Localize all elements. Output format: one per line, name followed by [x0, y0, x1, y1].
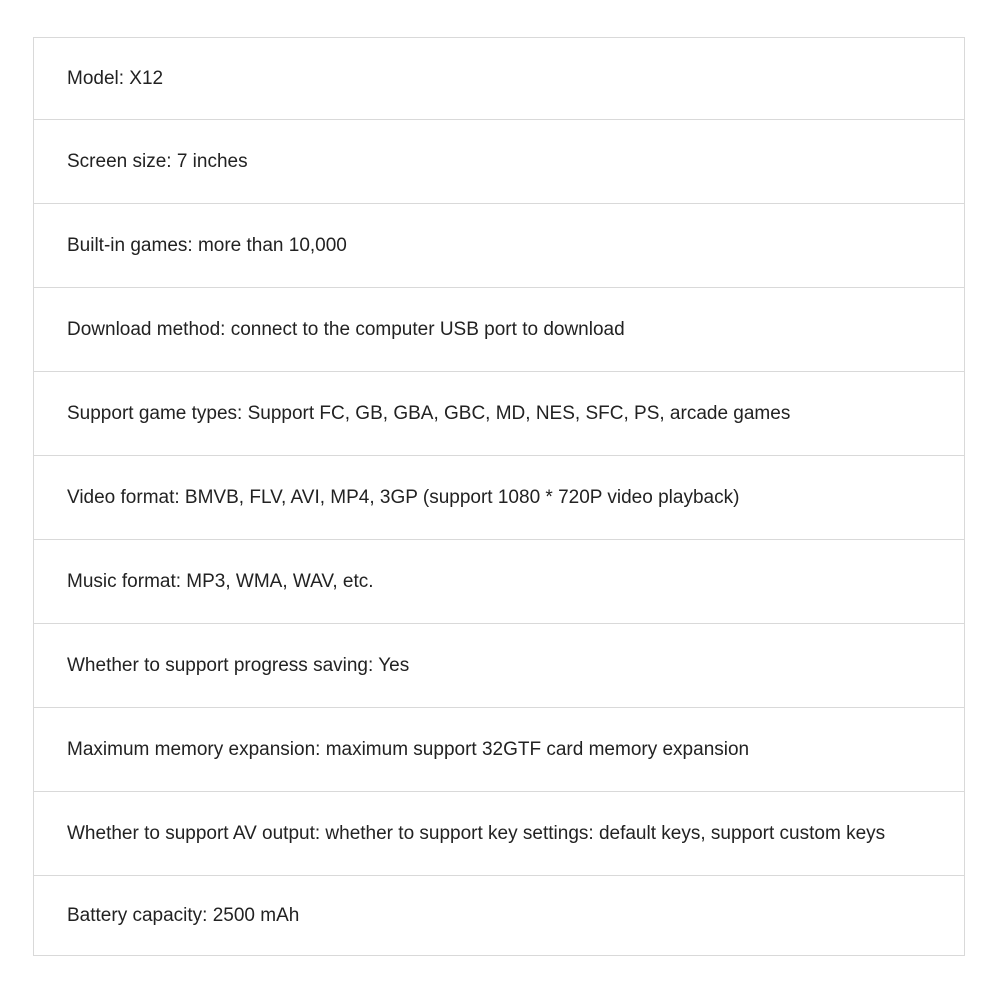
spec-table: [33, 37, 965, 956]
spec-text: Model: X12: [67, 67, 164, 89]
spec-row-memory-expansion: [34, 707, 964, 791]
spec-row-progress-saving: [34, 623, 964, 707]
spec-row-download-method: [34, 287, 964, 371]
spec-text: Download method: connect to the computer USB port to download: [67, 318, 625, 340]
spec-text: Support game types: Support FC, GB, GBA, GBC, MD, NES, SFC, PS, arcade games: [67, 402, 791, 424]
spec-row-battery-capacity: [34, 875, 964, 955]
spec-row-model: [34, 38, 964, 119]
spec-text: Maximum memory expansion: maximum support 32GTF card memory expansion: [67, 738, 750, 760]
spec-row-music-format: [34, 539, 964, 623]
spec-row-game-types: [34, 371, 964, 455]
spec-row-built-in-games: [34, 203, 964, 287]
spec-row-screen-size: [34, 119, 964, 203]
spec-text: Built-in games: more than 10,000: [67, 234, 347, 256]
spec-text: Whether to support AV output: whether to support key settings: default keys, support custom keys: [67, 822, 886, 844]
spec-text: Music format: MP3, WMA, WAV, etc.: [67, 570, 374, 592]
spec-row-av-output: [34, 791, 964, 875]
spec-text: Whether to support progress saving: Yes: [67, 654, 410, 676]
spec-text: Screen size: 7 inches: [67, 150, 248, 172]
spec-text: Video format: BMVB, FLV, AVI, MP4, 3GP (support 1080 * 720P video playback): [67, 486, 740, 508]
spec-row-video-format: [34, 455, 964, 539]
spec-text: Battery capacity: 2500 mAh: [67, 904, 300, 926]
